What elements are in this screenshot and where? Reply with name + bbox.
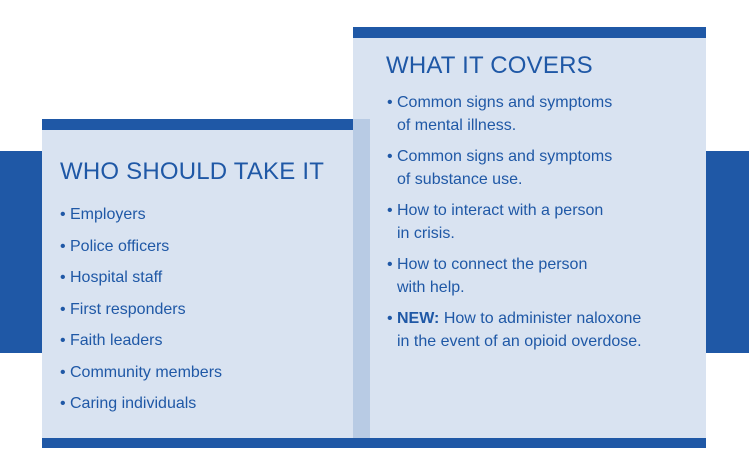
bottom-bar (42, 438, 706, 448)
who-heading: WHO SHOULD TAKE IT (60, 158, 325, 185)
who-list (60, 203, 350, 424)
list-item: • First responders (60, 300, 186, 318)
list-item: • Community members (60, 363, 223, 381)
list-item: • Police officers (60, 237, 170, 255)
list-item: • Common signs and symptoms of mental illness. (387, 94, 613, 134)
list-item: • Hospital staff (60, 269, 163, 286)
who-panel-top-bar (42, 119, 361, 130)
list-item: • NEW: How to administer naloxone in the event of an opioid overdose. (387, 310, 642, 350)
what-list (387, 91, 697, 361)
what-heading: WHAT IT COVERS (386, 52, 593, 79)
list-item: • How to interact with a person in crisis. (387, 202, 604, 242)
panel-divider (353, 119, 370, 438)
list-item: • Faith leaders (60, 332, 163, 349)
what-panel-top-bar (353, 27, 706, 38)
list-item: • Caring individuals (60, 395, 197, 412)
new-label: NEW: (397, 310, 440, 327)
list-item: • Common signs and symptoms of substance use. (387, 148, 613, 188)
list-item: • How to connect the person with help. (387, 256, 588, 296)
list-item: • Employers (60, 206, 146, 223)
